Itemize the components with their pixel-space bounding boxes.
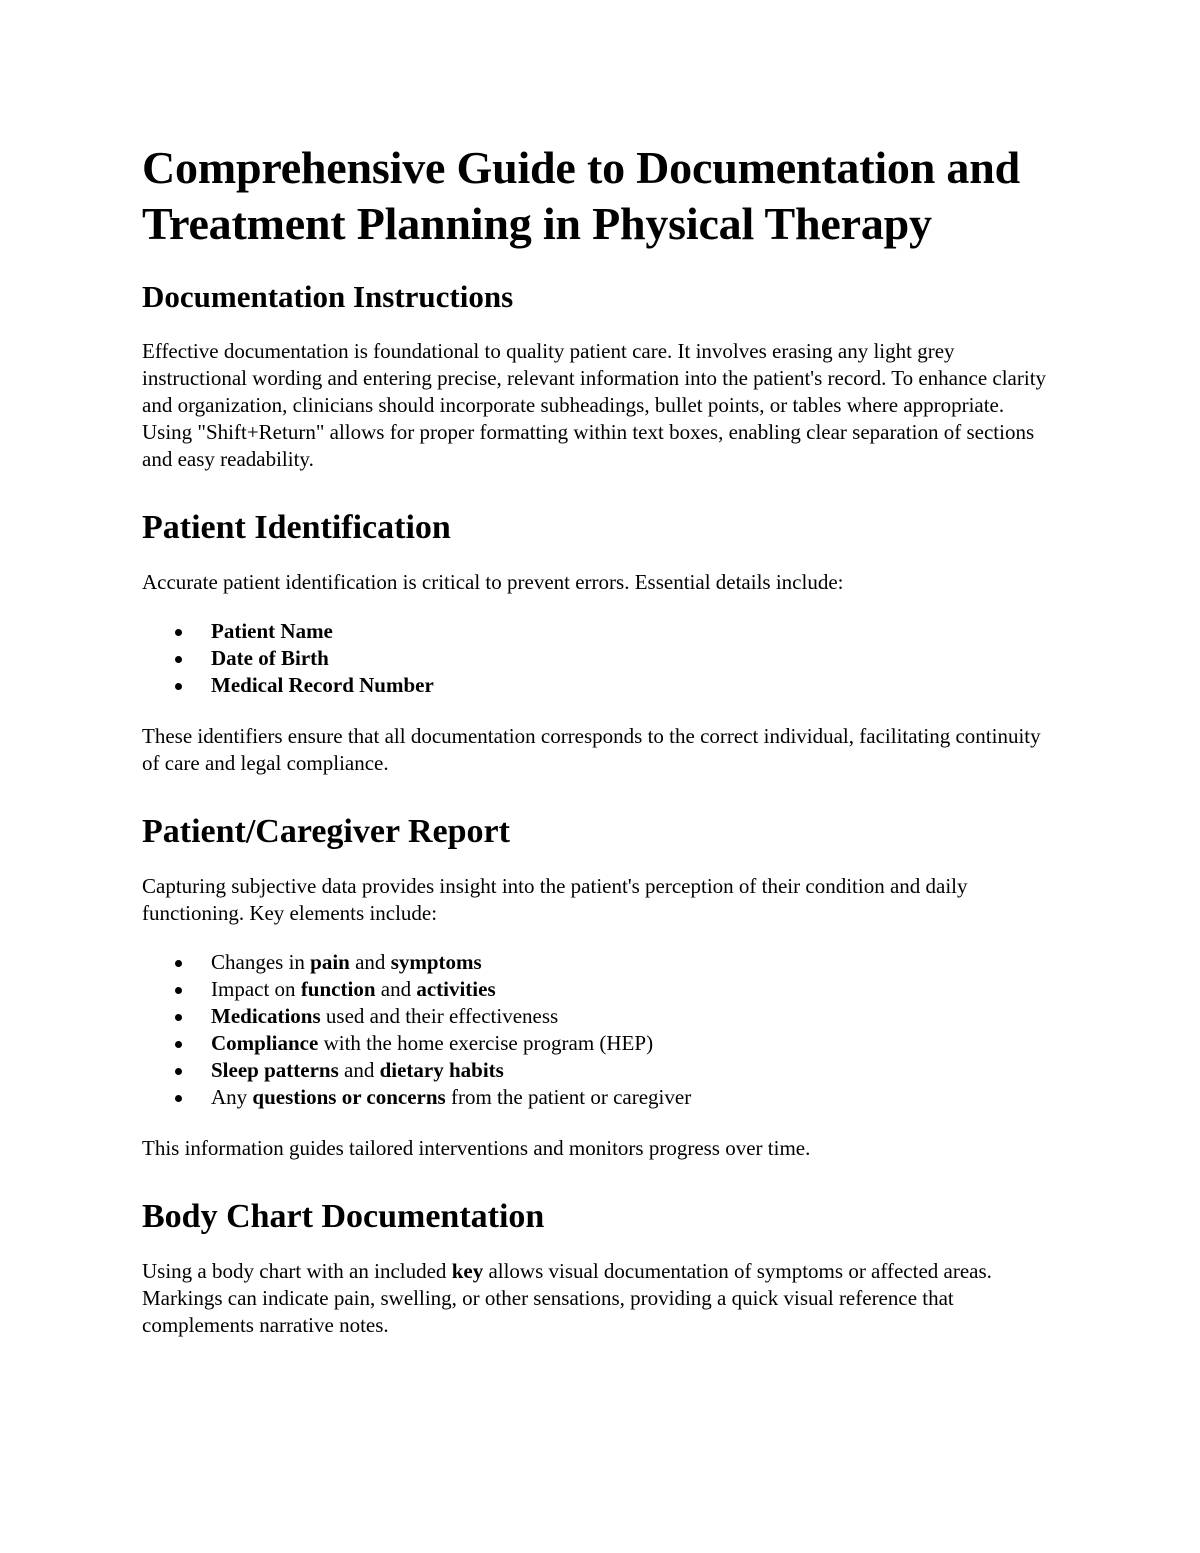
list-item: Medications used and their effectiveness: [142, 1003, 1057, 1030]
list-item: Date of Birth: [142, 645, 1057, 672]
document-page: [142, 140, 1057, 1361]
list-item: Compliance with the home exercise program (HEP): [142, 1030, 1057, 1057]
list-item: Medical Record Number: [142, 672, 1057, 699]
paragraph-report-outro: This information guides tailored interventions and monitors progress over time.: [142, 1136, 811, 1160]
paragraph-documentation: Effective documentation is foundational to quality patient care. It involves erasing any light grey instructional wording and entering precise, relevant information into the patient's record. To enhance clarity and organization, clinicians should incorporate subheadings, bullet points, or tables where appropriate. Using "Shift+Return" allows for proper formatting within text boxes, enabling clear separation of sections and easy readability.: [142, 339, 1047, 471]
paragraph-identification-intro: Accurate patient identification is critical to prevent errors. Essential details include:: [142, 570, 844, 594]
paragraph-identification-outro: These identifiers ensure that all documentation corresponds to the correct individual, facilitating continuity of care and legal compliance.: [142, 724, 1041, 775]
list-item: Changes in pain and symptoms: [142, 949, 1057, 976]
list-item: Patient Name: [142, 618, 1057, 645]
bullet-icon: [175, 1014, 182, 1021]
paragraph-body-chart: Using a body chart with an included key allows visual documentation of symptoms or affected areas. Markings can indicate pain, swelling, or other sensations, providing a quick visual reference that complements narrative notes.: [142, 1259, 992, 1337]
bullet-icon: [175, 1068, 182, 1075]
bullet-icon: [175, 1095, 182, 1102]
list-item: Sleep patterns and dietary habits: [142, 1057, 1057, 1084]
bullet-icon: [175, 987, 182, 994]
bullet-icon: [175, 960, 182, 967]
heading-patient-identification: Patient Identification: [142, 509, 451, 546]
bullet-icon: [175, 683, 182, 690]
heading-documentation-instructions: Documentation Instructions: [142, 279, 514, 314]
list-item: Impact on function and activities: [142, 976, 1057, 1003]
report-list: [142, 949, 1057, 1111]
paragraph-report-intro: Capturing subjective data provides insight into the patient's perception of their condition and daily functioning. Key elements include:: [142, 874, 968, 925]
identification-list: [142, 618, 1057, 699]
bullet-icon: [175, 656, 182, 663]
heading-patient-caregiver-report: Patient/Caregiver Report: [142, 813, 510, 850]
list-item: Any questions or concerns from the patient or caregiver: [142, 1084, 1057, 1111]
page-title: Comprehensive Guide to Documentation and Treatment Planning in Physical Therapy: [142, 142, 1020, 249]
bullet-icon: [175, 1041, 182, 1048]
heading-body-chart-documentation: Body Chart Documentation: [142, 1198, 545, 1235]
bullet-icon: [175, 629, 182, 636]
